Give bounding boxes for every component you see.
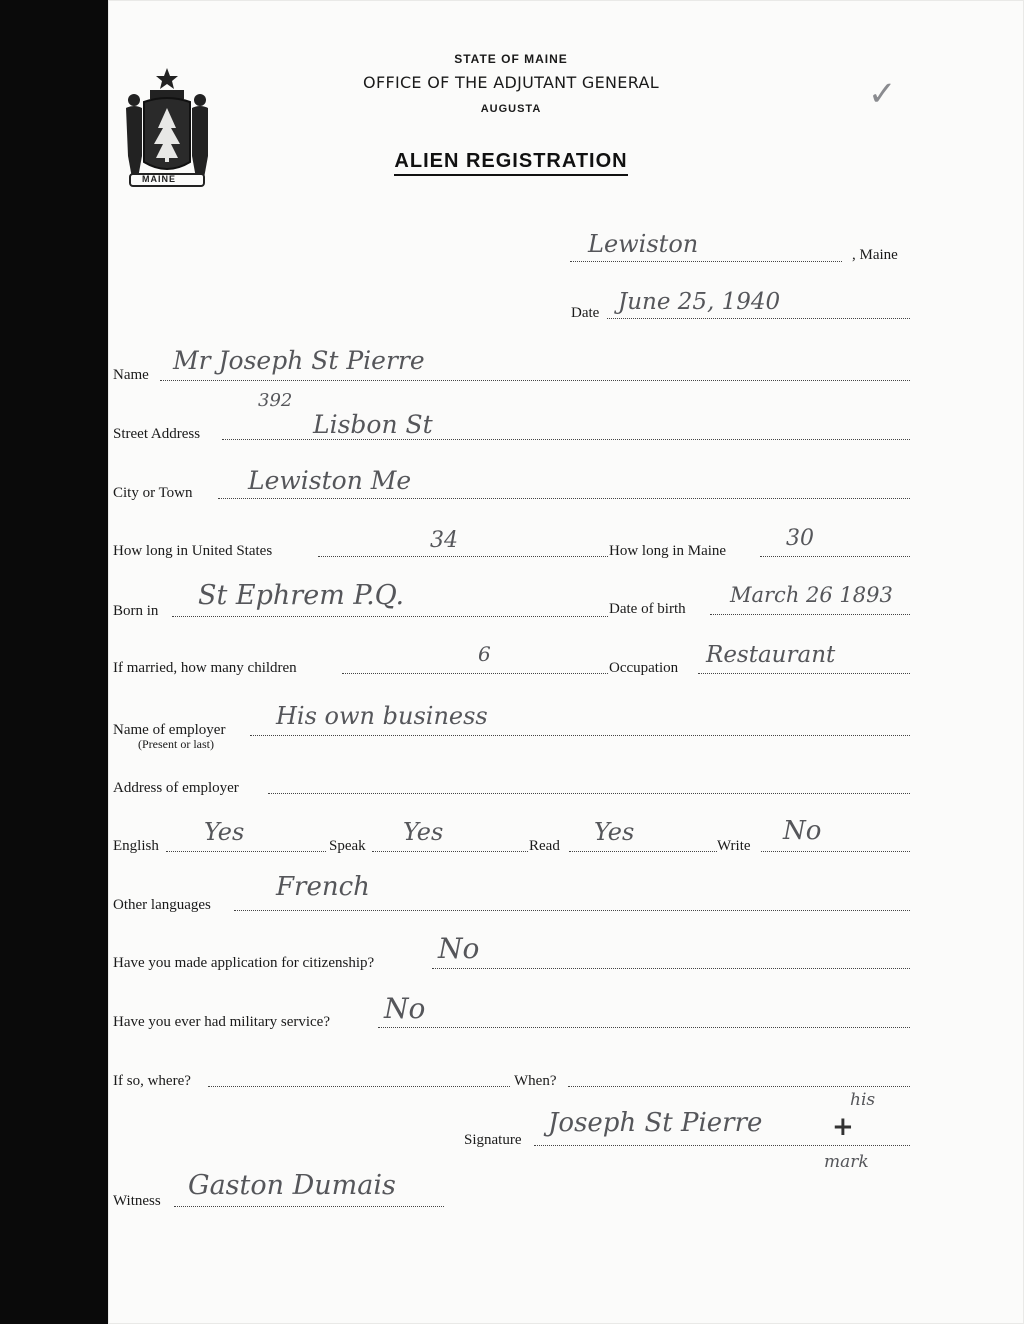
date-value: June 25, 1940 (618, 289, 781, 315)
header-city: AUGUSTA (480, 103, 542, 115)
alien-registration-form (108, 0, 1024, 1324)
signature-value: Joseph St Pierre (548, 1108, 763, 1138)
write-value: No (783, 816, 822, 846)
read-label: Read (529, 838, 560, 854)
date-of-birth-label: Date of birth (609, 601, 686, 617)
form-title: ALIEN REGISTRATION (394, 150, 627, 176)
name-value: Mr Joseph St Pierre (173, 346, 425, 375)
born-in-value: St Ephrem P.Q. (198, 580, 405, 611)
occupation-label: Occupation (609, 660, 679, 676)
how-long-us-value: 34 (430, 528, 458, 553)
english-label: English (113, 838, 159, 854)
employer-sublabel: (Present or last) (138, 737, 214, 751)
speak-value: Yes (403, 818, 444, 846)
citizenship-value: No (438, 932, 480, 965)
street-label: Street Address (113, 426, 201, 442)
signature-label: Signature (464, 1132, 522, 1148)
other-languages-value: French (276, 872, 370, 902)
occupation-value: Restaurant (706, 642, 836, 668)
street-correction-value: 392 (258, 390, 293, 411)
maine-label: , Maine (852, 247, 898, 263)
date-of-birth-value: March 26 1893 (730, 583, 893, 607)
street-value: Lisbon St (313, 410, 433, 439)
children-value: 6 (478, 642, 491, 666)
witness-value: Gaston Dumais (188, 1170, 396, 1201)
header-office: OFFICE OF THE ADJUTANT GENERAL (363, 73, 659, 92)
header-state: STATE OF MAINE (454, 52, 568, 66)
city-label: City or Town (113, 485, 193, 501)
how-long-us-label: How long in United States (113, 543, 273, 559)
name-label: Name (113, 367, 149, 383)
write-label: Write (717, 838, 751, 854)
where-label: If so, where? (113, 1073, 191, 1089)
signature-cross: + (832, 1112, 854, 1142)
scan-border (0, 0, 108, 1324)
other-languages-label: Other languages (113, 897, 211, 913)
signature-his: his (850, 1090, 876, 1110)
speak-label: Speak (329, 838, 366, 854)
signature-mark: mark (824, 1152, 869, 1172)
born-in-label: Born in (113, 603, 159, 619)
check-mark: ✓ (868, 74, 897, 114)
read-value: Yes (594, 818, 635, 846)
children-label: If married, how many children (113, 660, 297, 676)
military-value: No (384, 992, 426, 1025)
witness-label: Witness (113, 1193, 161, 1209)
town-value: Lewiston (588, 230, 699, 258)
how-long-maine-value: 30 (786, 526, 814, 551)
when-label: When? (514, 1073, 557, 1089)
military-label: Have you ever had military service? (113, 1014, 330, 1030)
employer-label: Name of employer (113, 722, 226, 738)
date-label: Date (571, 305, 600, 321)
citizenship-label: Have you made application for citizenship? (113, 955, 375, 971)
employer-address-label: Address of employer (113, 780, 239, 796)
employer-value: His own business (276, 702, 488, 730)
how-long-maine-label: How long in Maine (609, 543, 727, 559)
english-value: Yes (204, 818, 245, 846)
seal-banner: MAINE (142, 174, 176, 184)
city-value: Lewiston Me (248, 466, 412, 495)
